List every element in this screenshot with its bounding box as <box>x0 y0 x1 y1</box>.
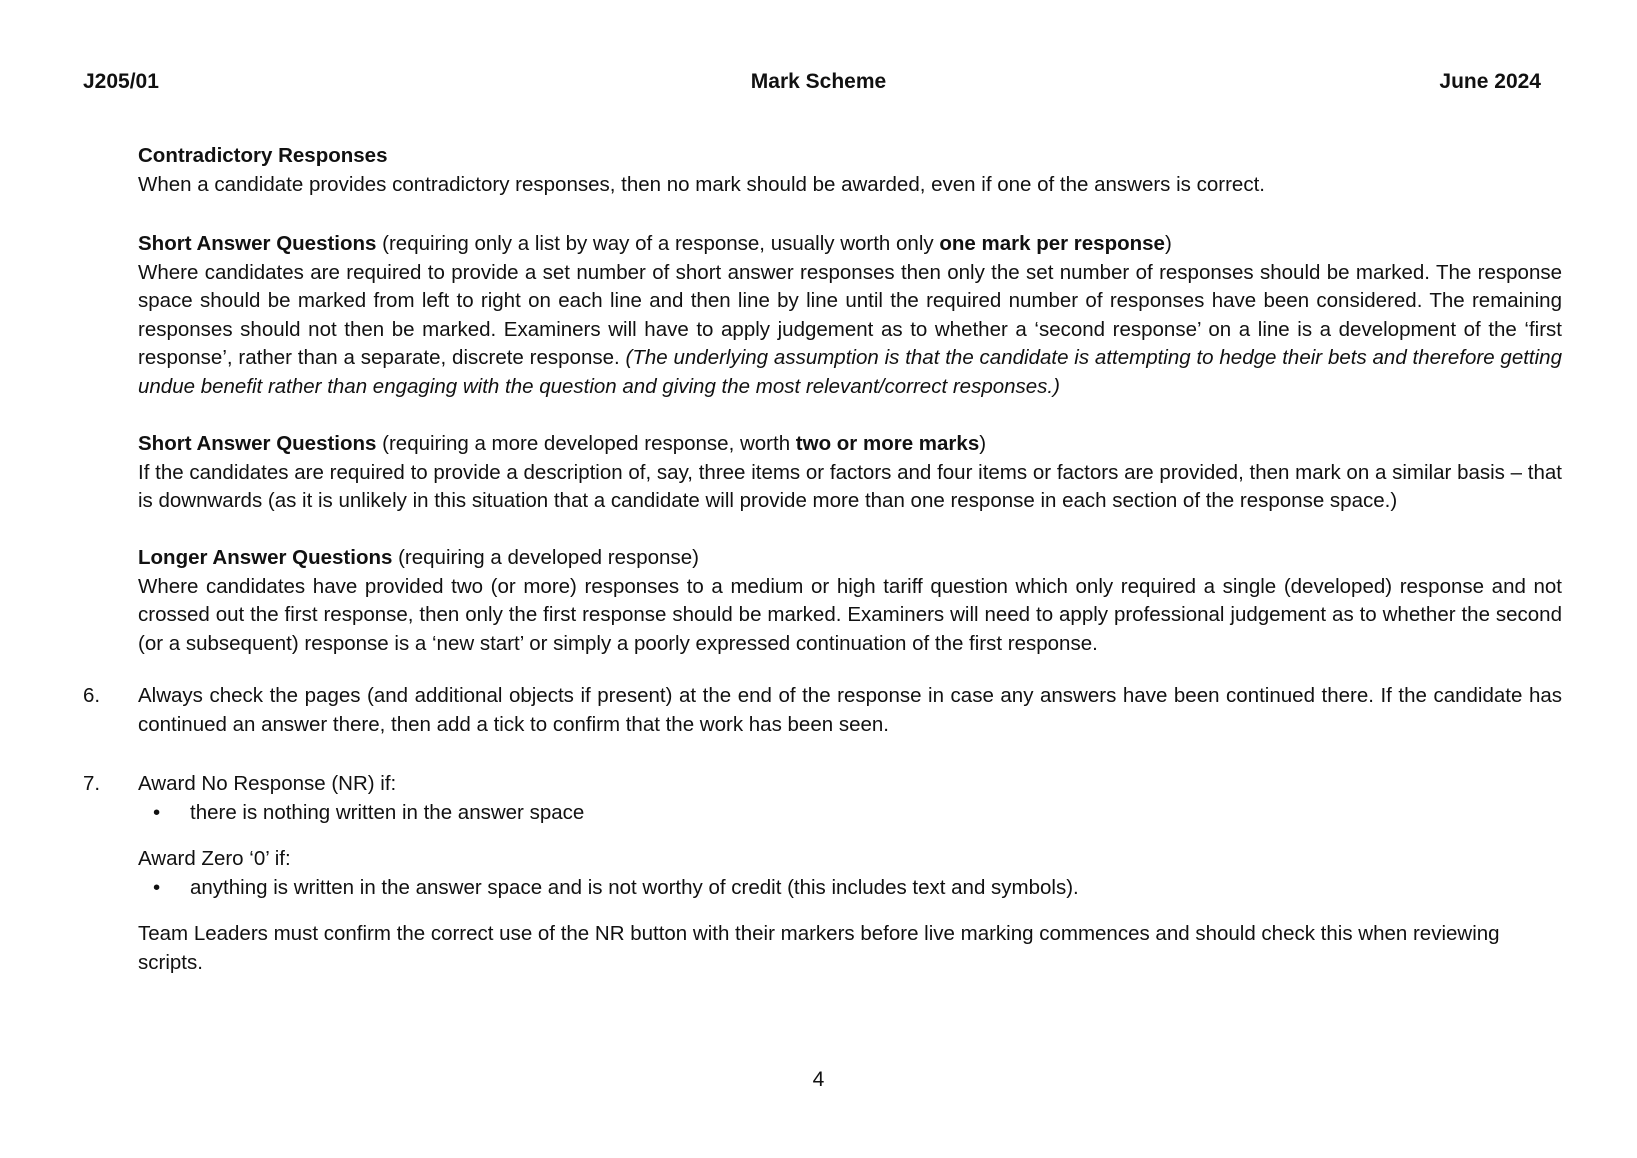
item-6 <box>138 682 1562 739</box>
item-7 <box>138 770 1562 977</box>
document-code: J205/01 <box>83 70 159 93</box>
section-heading-line <box>138 544 1562 573</box>
section-body-italic-note: (The underlying assumption is that the candidate is attempting to hedge their bets and therefore getting undue benefit rather than engaging with the question and giving the most relevant/correct responses.) <box>138 346 1562 398</box>
document-title: Mark Scheme <box>750 70 887 93</box>
section-heading: Longer Answer Questions <box>138 546 393 569</box>
section-heading-line <box>138 230 1562 259</box>
section-qualifier-end: ) <box>1164 232 1172 255</box>
bullet-icon: • <box>153 800 161 824</box>
section-short-answer-list <box>138 230 1562 401</box>
bullet-item <box>138 799 1562 828</box>
zero-intro: Award Zero ‘0’ if: <box>138 847 291 870</box>
section-heading: Contradictory Responses <box>138 144 388 167</box>
bullet-text: anything is written in the answer space and is not worthy of credit (this includes text and symbols). <box>190 875 1079 899</box>
item-number-6: 6. <box>83 684 101 707</box>
section-qualifier-emphasis: one mark per response <box>939 232 1165 255</box>
section-body: Where candidates have provided two (or more) responses to a medium or high tariff question which only required a single (developed) response and not crossed out the first response, then only the first response should be marked. Examiners will need to apply professional judgement as to whether the second (or a subsequent) response is a ‘new start’ or simply a poorly expressed continuation of the first response. <box>138 574 1562 655</box>
section-body <box>138 259 1562 402</box>
section-heading: Short Answer Questions <box>138 232 377 255</box>
bullet-item <box>138 874 1562 903</box>
item-body: Always check the pages (and additional objects if present) at the end of the response in case any answers have been continued there. If the candidate has continued an answer there, then add a tick to confirm that the work has been seen. <box>138 684 1562 736</box>
section-qualifier-end: ) <box>979 432 987 455</box>
nr-intro: Award No Response (NR) if: <box>138 772 397 795</box>
section-qualifier: (requiring a developed response) <box>392 546 699 569</box>
team-leaders-note: Team Leaders must confirm the correct use of the NR button with their markers before live marking commences and should check this when reviewing scripts. <box>138 922 1500 974</box>
section-body: When a candidate provides contradictory responses, then no mark should be awarded, even if one of the answers is correct. <box>138 172 1265 196</box>
bullet-text: there is nothing written in the answer space <box>190 800 585 824</box>
section-body: If the candidates are required to provide a description of, say, three items or factors and four items or factors are provided, then mark on a similar basis – that is downwards (as it is unlikely in this situation that a candidate will provide more than one response in each section of the response space.) <box>138 460 1562 512</box>
section-heading-line <box>138 430 1562 459</box>
page-number: 4 <box>812 1068 825 1091</box>
section-qualifier: (requiring a more developed response, worth <box>376 432 796 455</box>
item-number-7: 7. <box>83 772 101 795</box>
section-short-answer-developed <box>138 430 1562 516</box>
section-body-text: Where candidates are required to provide a set number of short answer responses then only the set number of responses should be marked. The response space should be marked from left to right on each line and then line by line until the required number of responses have been considered. The remaining responses should not then be marked. Examiners will have to apply judgement as to whether a ‘second response’ on a line is a development of the ‘first response’, rather than a separate, discrete response. <box>138 260 1562 369</box>
section-longer-answer <box>138 544 1562 658</box>
section-qualifier-emphasis: two or more marks <box>795 432 980 455</box>
section-heading: Short Answer Questions <box>138 432 377 455</box>
document-date: June 2024 <box>1439 70 1541 93</box>
bullet-icon: • <box>153 875 161 899</box>
section-contradictory-responses <box>138 142 1562 199</box>
section-qualifier: (requiring only a list by way of a response, usually worth only <box>376 232 940 255</box>
